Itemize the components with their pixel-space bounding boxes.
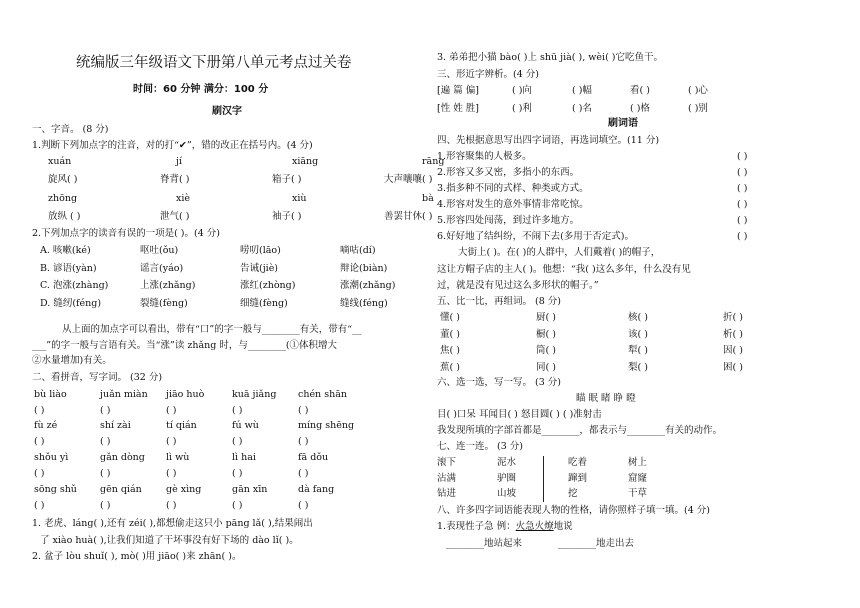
compare-word[interactable]: 析( ) bbox=[723, 328, 743, 340]
match-item[interactable]: 沾满 bbox=[437, 472, 457, 484]
s2-sentence-2: 2. 盆子 lòu shuǐ( ), mò( )用 jiāo( )来 zhān( )。 bbox=[32, 551, 242, 562]
answer-box[interactable]: ( ) bbox=[232, 499, 243, 511]
option-word: 涨潮(zhǎng) bbox=[340, 280, 396, 291]
section-7-title: 七、连一连。 (3 分) bbox=[437, 441, 523, 452]
match-item[interactable]: 驴圈 bbox=[497, 472, 517, 484]
pinyin: gè xìng bbox=[166, 484, 202, 495]
answer-box[interactable]: ( ) bbox=[34, 499, 45, 511]
s2-grid-2 bbox=[34, 421, 364, 446]
pinyin: tí qián bbox=[166, 420, 197, 431]
word-blank[interactable]: 大声嚷嚷( ) bbox=[384, 173, 433, 185]
s2-grid-1 bbox=[34, 390, 364, 415]
s4-item-6: 6.好好地了结纠纷，不闹下去(多用于否定式)。 bbox=[437, 231, 634, 242]
answer-box[interactable]: ( ) bbox=[34, 435, 45, 447]
match-item[interactable]: 窟窿 bbox=[628, 472, 648, 484]
word-blank[interactable]: 袖子( ) bbox=[272, 210, 302, 222]
pinyin: xuán bbox=[48, 156, 72, 167]
exam-meta: 时间：60 分钟 满分：100 分 bbox=[133, 84, 269, 95]
s4-item-3: 3.指多种不同的式样、种类或方式。 bbox=[437, 183, 589, 194]
pinyin: gǎn dòng bbox=[100, 452, 145, 463]
q2-paragraph-1: 从上面的加点字可以看出，带有“口”的字一般与________有关，带有“__ bbox=[62, 324, 362, 335]
match-item[interactable]: 吃着 bbox=[568, 457, 588, 468]
pinyin: jiāo huò bbox=[166, 389, 205, 400]
option-word: 辩论(biàn) bbox=[340, 262, 388, 274]
s2-sentence-1b: 了 xiào huà( ),让我们知道了干坏事没有好下场的 dào lǐ( )。 bbox=[40, 535, 299, 546]
s2-grid-4 bbox=[34, 485, 364, 510]
s4-item-4: 4.形容对发生的意外事情非常吃惊。 bbox=[437, 199, 589, 210]
pinyin: fú wù bbox=[232, 420, 259, 431]
pinyin: shǒu yì bbox=[34, 452, 69, 463]
s7-mid-column bbox=[497, 458, 516, 499]
s8-q1-blank-2[interactable]: ________地走出去 bbox=[558, 538, 635, 549]
answer-box[interactable]: ( ) bbox=[298, 435, 309, 447]
pinyin: zhōng bbox=[48, 193, 78, 204]
answer-blank[interactable]: 看( ) bbox=[630, 85, 650, 96]
answer-box[interactable]: ( ) bbox=[100, 467, 111, 479]
compare-word[interactable]: 因( ) bbox=[723, 345, 743, 356]
answer-box[interactable]: ( ) bbox=[232, 467, 243, 479]
answer-box[interactable]: ( ) bbox=[100, 499, 111, 511]
word-blank[interactable]: 脊背( ) bbox=[160, 173, 190, 185]
s7-right1-column bbox=[568, 458, 587, 499]
s8-q1-example: 火急火燎 bbox=[515, 521, 554, 532]
compare-word[interactable]: 橱( ) bbox=[536, 328, 556, 340]
pinyin: bù liào bbox=[34, 389, 67, 400]
pinyin: xiāng bbox=[292, 156, 319, 167]
option-word: 呕吐(ǒu) bbox=[140, 245, 179, 256]
match-item[interactable]: 泥水 bbox=[497, 457, 517, 468]
compare-word[interactable]: 困( ) bbox=[723, 361, 743, 373]
match-item[interactable]: 蹿到 bbox=[568, 472, 588, 484]
s8-q1-blank-1[interactable]: ________地站起来 bbox=[446, 538, 523, 549]
q2-paragraph-3: ②水量增加)有关。 bbox=[32, 355, 112, 366]
pinyin: sōng shǔ bbox=[34, 484, 77, 495]
s8-q1-prefix: 1.表现性子急 例： bbox=[437, 521, 516, 532]
answer-box[interactable]: ( ) bbox=[232, 435, 243, 447]
pinyin: lì wù bbox=[166, 452, 190, 463]
char-group: [性 姓 胜] bbox=[437, 102, 479, 114]
s4-item-1: 1.形容聚集的人极多。 bbox=[437, 151, 532, 162]
option-c[interactable]: C. 泡涨(zhàng) bbox=[40, 280, 109, 291]
word-blank[interactable]: 箱子( ) bbox=[272, 173, 302, 185]
answer-box[interactable]: ( ) bbox=[100, 404, 111, 416]
option-b[interactable]: B. 谚语(yàn) bbox=[40, 262, 97, 274]
s4-answer-1[interactable]: ( ) bbox=[737, 151, 748, 162]
answer-box[interactable]: ( ) bbox=[298, 404, 309, 416]
word-blank[interactable]: 泄气( ) bbox=[160, 210, 190, 222]
pinyin: gēn qián bbox=[100, 484, 142, 495]
compare-word[interactable]: 折( ) bbox=[723, 312, 743, 323]
section-6-title: 六、选一选，写一写。 (3 分) bbox=[437, 377, 561, 388]
s4-item-5: 5.形容四处闯荡，到过许多地方。 bbox=[437, 215, 580, 226]
option-word: 缝线(féng) bbox=[340, 297, 388, 309]
answer-box[interactable]: ( ) bbox=[166, 467, 177, 479]
s4-answer-6[interactable]: ( ) bbox=[737, 231, 748, 242]
pinyin: míng shēng bbox=[298, 420, 355, 431]
pinyin: rāng bbox=[422, 156, 445, 167]
pinyin: shí zài bbox=[100, 420, 131, 431]
match-item[interactable]: 树上 bbox=[628, 457, 648, 468]
section-8-title: 八、许多四字词语能表现人物的性格，请你照样子填一填。(4 分) bbox=[437, 505, 710, 516]
section-4-title: 四、先根据意思写出四字词语，再选词填空。(11 分) bbox=[437, 135, 660, 146]
word-blank[interactable]: 放纵 ( ) bbox=[48, 210, 81, 222]
section-heading-words: 刷词语 bbox=[608, 118, 638, 129]
q1-title: 1.判断下列加点字的注音，对的打“✔”，错的改正在括号内。(4 分) bbox=[32, 140, 313, 151]
s2-sentence-1a: 1. 老虎、láng( ),还有 zéi( ),都想偷走这只小 pāng lǎ( ),结果闹出 bbox=[32, 518, 313, 529]
answer-blank[interactable]: ( )名 bbox=[572, 102, 592, 114]
compare-word[interactable]: 蕉( ) bbox=[440, 361, 460, 373]
answer-blank[interactable]: ( )幅 bbox=[572, 85, 592, 96]
s5-col-2 bbox=[536, 313, 556, 372]
section-2-title: 二、看拼音，写字词。 (32 分) bbox=[32, 372, 163, 383]
section-1-title: 一、字音。 (8 分) bbox=[32, 124, 109, 135]
s8-q1-line bbox=[437, 522, 573, 532]
pinyin: xiè bbox=[176, 193, 191, 204]
match-item[interactable]: 干草 bbox=[628, 488, 648, 499]
option-d[interactable]: D. 缝纫(féng) bbox=[40, 297, 102, 309]
s7-right2-column bbox=[628, 458, 647, 499]
answer-box[interactable]: ( ) bbox=[100, 435, 111, 447]
q2-options bbox=[40, 246, 440, 308]
answer-box[interactable]: ( ) bbox=[232, 404, 243, 416]
compare-word[interactable]: 犁( ) bbox=[628, 345, 648, 356]
option-a[interactable]: A. 咳嗽(ké) bbox=[40, 245, 91, 256]
q1-grid-row1 bbox=[48, 157, 496, 184]
compare-word[interactable]: 筒( ) bbox=[536, 345, 556, 356]
option-word: 裂缝(fèng) bbox=[140, 297, 188, 309]
s5-col-4 bbox=[723, 313, 743, 372]
s6-line-1: 目( )口呆 耳闻目( ) 怒目圆( ) ( )准射击 bbox=[437, 409, 602, 420]
section-3-title: 三、形近字辨析。(4 分) bbox=[437, 69, 539, 80]
match-item[interactable]: 山坡 bbox=[497, 488, 517, 499]
option-word: 上涨(zhǎng) bbox=[140, 280, 196, 291]
pinyin: chén shān bbox=[298, 389, 347, 400]
pinyin: juǎn miàn bbox=[100, 389, 148, 400]
pinyin: bà bbox=[422, 193, 434, 204]
option-word: 嘀咕(dí) bbox=[340, 245, 376, 256]
s6-char-options: 瞄 眠 睹 睁 瞪 bbox=[576, 393, 636, 404]
divider-line bbox=[543, 456, 544, 502]
s4-paragraph-3: 过，就是没有见过这么多形状的帽子。” bbox=[437, 280, 599, 291]
compare-word[interactable]: 该( ) bbox=[628, 328, 648, 340]
match-item[interactable]: 滚下 bbox=[437, 457, 457, 468]
option-word: 细缝(fèng) bbox=[240, 297, 288, 309]
s6-line-2: 我发现所填的字部首都是________，都表示与________有关的动作。 bbox=[437, 425, 723, 436]
s4-answer-5[interactable]: ( ) bbox=[737, 215, 748, 226]
answer-blank[interactable]: ( )利 bbox=[512, 102, 532, 114]
pinyin: gān xīn bbox=[232, 484, 268, 495]
answer-blank[interactable]: ( )心 bbox=[688, 85, 708, 96]
char-group: [遍 篇 偏] bbox=[437, 85, 479, 96]
s4-item-2: 2.形容又多又密，多指小的东西。 bbox=[437, 167, 580, 178]
page-title: 统编版三年级语文下册第八单元考点过关卷 bbox=[76, 55, 352, 71]
section-heading-chars: 刷汉字 bbox=[212, 106, 242, 117]
pinyin: lì hai bbox=[232, 452, 256, 463]
s2-grid-3 bbox=[34, 453, 364, 478]
compare-word[interactable]: 梨( ) bbox=[628, 361, 648, 373]
option-word: 告诫(jiè) bbox=[240, 262, 279, 274]
answer-blank[interactable]: ( )别 bbox=[688, 102, 708, 114]
answer-blank[interactable]: ( )向 bbox=[512, 85, 532, 96]
answer-box[interactable]: ( ) bbox=[166, 435, 177, 447]
match-item[interactable]: 钻进 bbox=[437, 488, 457, 499]
answer-box[interactable]: ( ) bbox=[166, 499, 177, 511]
pinyin: xiù bbox=[292, 193, 307, 204]
answer-box[interactable]: ( ) bbox=[298, 467, 309, 479]
s5-col-3 bbox=[628, 313, 648, 372]
option-word: 唠叨(lāo) bbox=[240, 245, 281, 256]
pinyin: dà fang bbox=[298, 484, 335, 495]
answer-box[interactable]: ( ) bbox=[34, 467, 45, 479]
q3-sentence: 3. 弟弟把小猫 bào( )上 shū jià( ), wèi( )它吃鱼干。 bbox=[437, 52, 663, 63]
compare-word[interactable]: 董( ) bbox=[440, 328, 460, 340]
q2-paragraph-2: ___”的字一般与言语有关。当“涨”读 zhǎng 时，与________(①体积增大 bbox=[32, 340, 338, 351]
s5-col-1 bbox=[440, 313, 460, 372]
word-blank[interactable]: 善罢甘休( ) bbox=[384, 210, 433, 222]
answer-blank[interactable]: ( )格 bbox=[630, 102, 650, 114]
s4-answer-4[interactable]: ( ) bbox=[737, 199, 748, 210]
answer-box[interactable]: ( ) bbox=[166, 404, 177, 416]
compare-word[interactable]: 同( ) bbox=[536, 361, 556, 373]
pinyin: kuā jiǎng bbox=[232, 389, 277, 400]
word-blank[interactable]: 旋风( ) bbox=[48, 173, 78, 185]
option-word: 谣言(yáo) bbox=[140, 262, 184, 274]
s4-answer-2[interactable]: ( ) bbox=[737, 167, 748, 178]
match-item[interactable]: 挖 bbox=[568, 488, 578, 499]
s3-grid bbox=[437, 86, 748, 113]
s4-paragraph-2: 这让方帽子店的主人( )。他想：“我( )这么多年，什么没有见 bbox=[437, 264, 691, 275]
option-word: 涨红(zhòng) bbox=[240, 280, 296, 291]
q1-grid-row2 bbox=[48, 194, 496, 221]
answer-box[interactable]: ( ) bbox=[34, 404, 45, 416]
pinyin: fù zé bbox=[34, 420, 58, 431]
compare-word[interactable]: 懂( ) bbox=[440, 312, 460, 323]
compare-word[interactable]: 厨( ) bbox=[536, 312, 556, 323]
q2-title: 2.下列加点字的读音有误的一项是( )。(4 分) bbox=[32, 228, 220, 239]
s4-paragraph-1: 大街上( )。在( )的人群中，人们戴着( )的帽子， bbox=[458, 247, 661, 258]
s8-q1-suffix: 地说 bbox=[553, 521, 573, 532]
s4-answer-3[interactable]: ( ) bbox=[737, 183, 748, 194]
s7-left-column bbox=[437, 458, 456, 499]
section-5-title: 五、比一比，再组词。 (8 分) bbox=[437, 296, 561, 307]
compare-word[interactable]: 焦( ) bbox=[440, 345, 460, 356]
pinyin: fā dǒu bbox=[298, 452, 329, 463]
compare-word[interactable]: 核( ) bbox=[628, 312, 648, 323]
pinyin: jí bbox=[176, 156, 182, 167]
answer-box[interactable]: ( ) bbox=[298, 499, 309, 511]
